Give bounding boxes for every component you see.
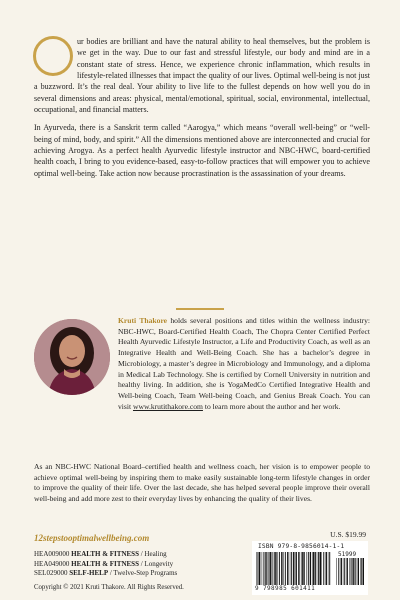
- barcode-bar: [361, 558, 362, 585]
- price: U.S. $19.99: [330, 530, 366, 539]
- author-section: [34, 316, 370, 476]
- barcode-bars: [256, 552, 332, 585]
- intro-paragraph-2: In Ayurveda, there is a Sanskrit term called “Aarogya,” which means “overall well-being” or “well-being of mind, body, and spirit.” All the dimensions mentioned above are interconnected and crucial for achieving Arogya. As a perfect health Ayurvedic lifestyle instructor and NBC-HWC, board-certified health coach, I bring to you evidence-based, easy-to-follow practices that will empower you to achieve optimal well-being. Take action now because procrastination is the assassination of your dreams.: [34, 123, 370, 178]
- barcode-bar: [272, 552, 273, 585]
- barcode-bar: [269, 552, 270, 585]
- barcode-bar: [270, 552, 271, 585]
- barcode-bar: [302, 552, 303, 585]
- barcode-bar: [318, 552, 319, 585]
- barcode-bar: [347, 558, 348, 585]
- barcode-bar: [295, 552, 296, 585]
- author-bio: [118, 316, 370, 412]
- category-subject: HEALTH & FITNESS: [71, 550, 139, 558]
- barcode-bar: [323, 552, 324, 585]
- category-sub: / Longevity: [138, 559, 174, 568]
- barcode-addon-number: 51999: [338, 551, 357, 558]
- section-divider: [176, 308, 224, 310]
- barcode-bar: [354, 558, 355, 585]
- bisac-categories: [34, 550, 177, 579]
- author-photo: [34, 319, 110, 395]
- barcode-bar: [308, 552, 309, 585]
- barcode-bar: [259, 552, 260, 585]
- barcode-bar: [268, 552, 269, 585]
- barcode-bar: [358, 558, 359, 585]
- author-website-link[interactable]: www.krutithakore.com: [132, 401, 203, 411]
- author-bio-text-end: to learn more about the author and her work.: [202, 401, 341, 411]
- category-subject: SELF-HELP: [69, 569, 109, 578]
- author-bio-text: holds several positions and titles within the wellness industry: NBC-HWC, Board-Certified Health Coach, The Chopra Center Certified Perfect Health Ayurvedic Lifestyle Instructor, a Life and Productivity Coach, as well as an Integrative Health and Well-Being Coach. She has a bachelor’s degree in Microbiology, a master’s degree in Microbiology and Immunology, and a diploma in Medical Lab Technology. She is certified by Cornell University in nutrition and healthy living. In addition, she is YogaMedCo Certified Integrative Health and Well-being Coach, Team Well-being Coach, and Genius Break Coach. You can visit: [118, 316, 370, 411]
- barcode-bar: [301, 552, 302, 585]
- barcode-bar: [310, 552, 311, 585]
- category-code: SEL029000: [34, 569, 68, 578]
- book-website-link[interactable]: 12stepstooptimalwellbeing.com: [34, 533, 150, 543]
- category-line: [34, 550, 177, 560]
- barcode-bar: [352, 558, 353, 585]
- barcode-bar: [279, 552, 280, 585]
- category-sub: / Healing: [138, 550, 167, 558]
- barcode-bar: [338, 558, 339, 585]
- category-code: HEA009000: [34, 550, 70, 558]
- category-sub: / Twelve-Step Programs: [108, 569, 178, 578]
- barcode-bar: [263, 552, 264, 585]
- isbn-barcode: [252, 541, 368, 595]
- barcode-bar: [291, 552, 292, 585]
- barcode-bar: [349, 558, 350, 585]
- category-code: HEA049000: [34, 559, 70, 568]
- barcode-bar: [281, 552, 282, 585]
- barcode-bar: [320, 552, 321, 585]
- barcode-bar: [262, 552, 263, 585]
- barcode-bar: [306, 552, 307, 585]
- barcode-bar: [328, 552, 329, 585]
- barcode-bar: [257, 552, 258, 585]
- barcode-bar: [283, 552, 284, 585]
- dropcap-ring: [33, 36, 73, 76]
- barcode-bar: [314, 552, 315, 585]
- barcode-bar: [285, 552, 286, 585]
- isbn-number: ISBN 979-8-9856014-1-1: [258, 543, 345, 550]
- barcode-bar: [326, 552, 327, 585]
- barcode-bar: [290, 552, 291, 585]
- barcode-bar: [322, 552, 323, 585]
- barcode-bar: [275, 552, 276, 585]
- barcode-bar: [355, 558, 356, 585]
- barcode-bar: [293, 552, 294, 585]
- category-line: [34, 569, 177, 579]
- barcode-bar: [298, 552, 299, 585]
- barcode-bar: [303, 552, 304, 585]
- author-name: Kruti Thakore: [118, 316, 168, 325]
- barcode-bar: [258, 552, 259, 585]
- barcode-bar: [360, 558, 361, 585]
- dropcap: [33, 36, 73, 76]
- barcode-bar: [277, 552, 278, 585]
- intro-paragraph-1: ur bodies are brilliant and have the natural ability to heal themselves, but the problem is we get in the way. Due to our fast and stressful lifestyle, our body and mind are in a constant state of stress. Hence, we experience chronic inflammation, which results in lifestyle-related illnesses that impact the quality of our lives. Optimal well-being is not just a buzzword. It’s the real deal. Your ability to live life to the fullest depends on how well you do in several dimensions and areas: physical, mental/emotional, spiritual, social, environmental, intellectual, occupational, and financial matters.: [34, 37, 370, 115]
- intro-text: [34, 36, 370, 186]
- barcode-bar: [343, 558, 344, 585]
- barcode-bar: [329, 552, 330, 585]
- barcode-bar: [363, 558, 364, 585]
- barcode-bar: [337, 558, 338, 585]
- barcode-addon-bars: [336, 558, 364, 585]
- barcode-bar: [344, 558, 345, 585]
- barcode-bar: [317, 552, 318, 585]
- barcode-digits: 9 798985 601411: [255, 585, 316, 592]
- category-subject: HEALTH & FITNESS: [71, 559, 139, 568]
- barcode-bar: [341, 558, 342, 585]
- barcode-bar: [312, 552, 313, 585]
- barcode-bar: [313, 552, 314, 585]
- category-line: [34, 560, 177, 570]
- barcode-bar: [287, 552, 288, 585]
- barcode-bar: [265, 552, 266, 585]
- copyright: Copyright © 2021 Kruti Thakore. All Rights Reserved.: [34, 584, 184, 591]
- author-portrait-illustration: [34, 319, 110, 395]
- barcode-bar: [274, 552, 275, 585]
- barcode-bar: [351, 558, 352, 585]
- barcode-bar: [296, 552, 297, 585]
- closing-paragraph: As an NBC-HWC National Board–certified health and wellness coach, her vision is to empower people to achieve optimal well-being by inspiring them to make easily sustainable long-term lifestyle changes in order to improve the quality of their life. Over the last decade, she has helped several people improve their overall well-being and add more zest to their everyday lives by enhancing the quality of their lives.: [34, 462, 370, 504]
